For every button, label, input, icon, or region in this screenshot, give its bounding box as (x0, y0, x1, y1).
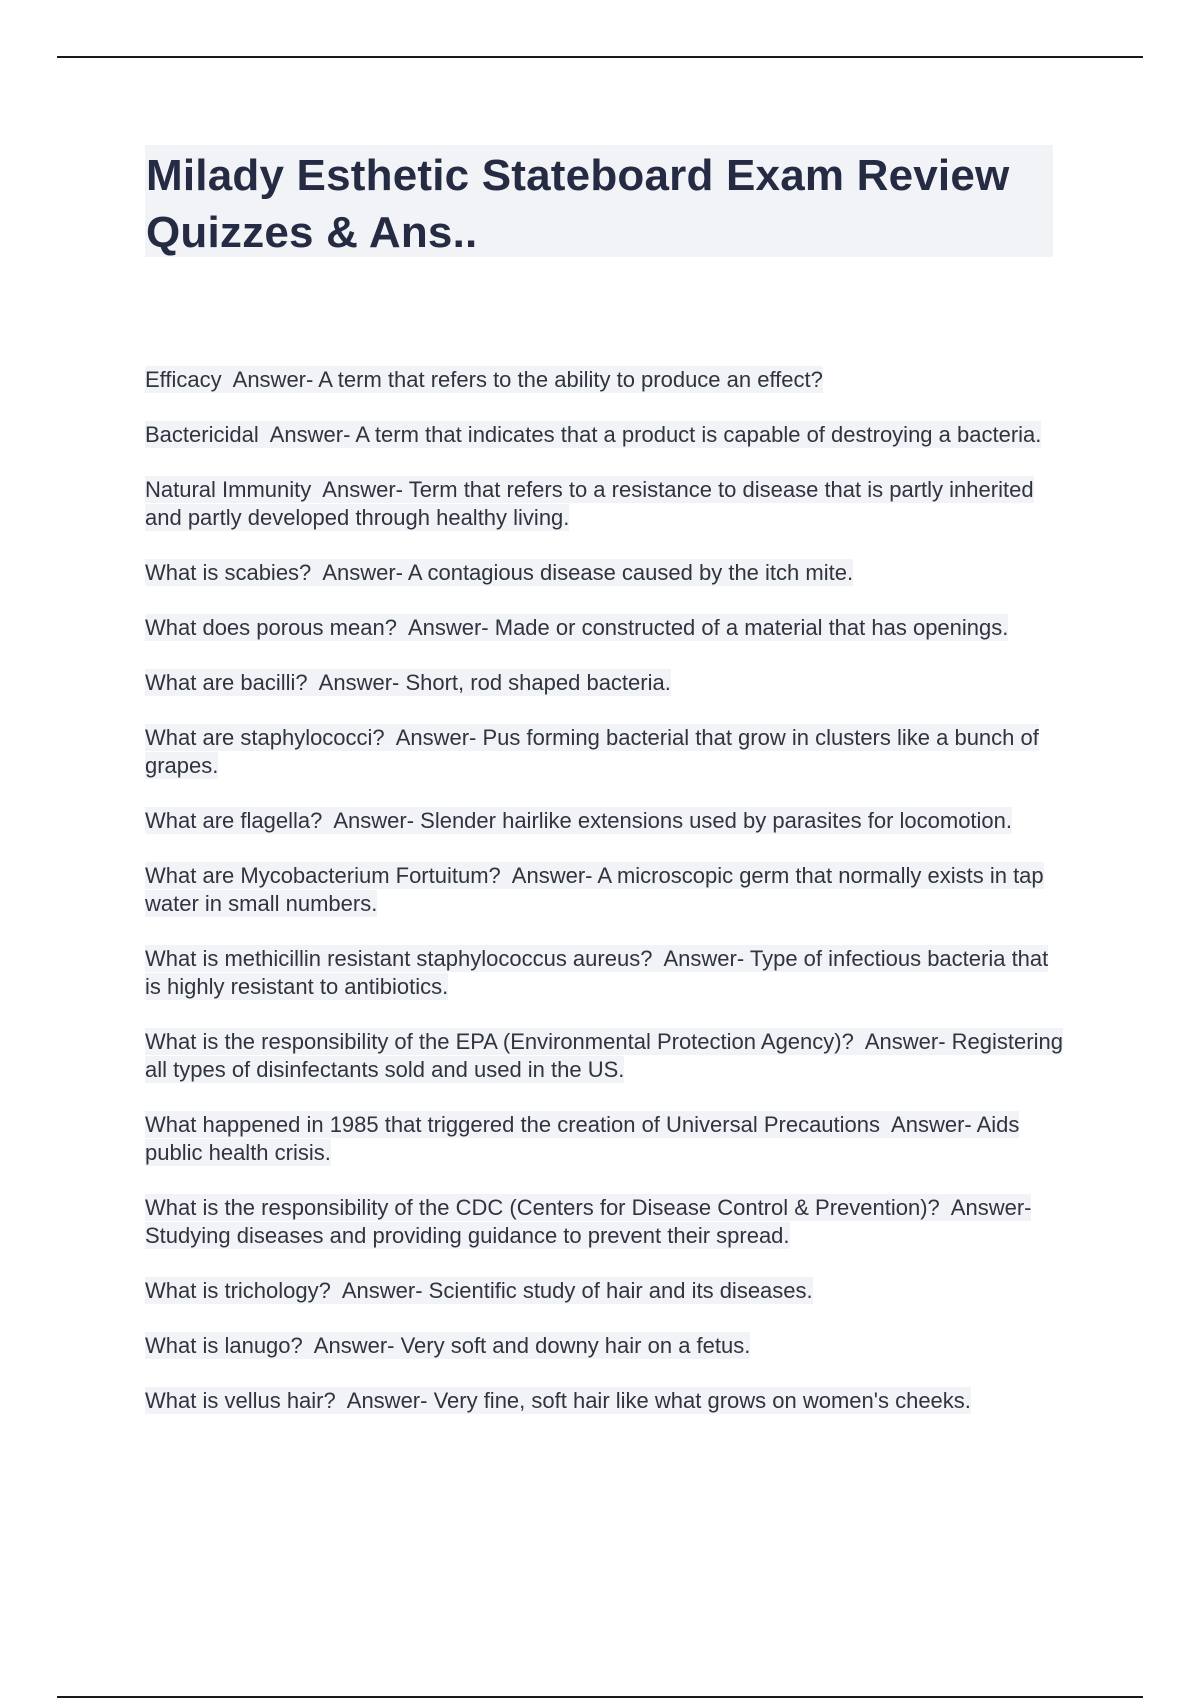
question-text: What is the responsibility of the EPA (Environmental Protection Agency)? (145, 1029, 854, 1054)
answer-text: Answer- A contagious disease caused by the itch mite. (322, 560, 854, 585)
answer-text: Answer- Slender hairlike extensions used by parasites for locomotion. (333, 808, 1013, 833)
qa-item (145, 1194, 1065, 1250)
answer-text: Answer- Term that refers to a resistance to disease that is partly inherited and partly developed through healthy living. (145, 477, 1034, 530)
answer-text: Answer- Registering all types of disinfectants sold and used in the US. (145, 1029, 1063, 1082)
qa-list (145, 366, 1065, 1442)
answer-text: Answer- Type of infectious bacteria that is highly resistant to antibiotics. (145, 946, 1049, 999)
question-text: What happened in 1985 that triggered the creation of Universal Precautions (145, 1112, 881, 1137)
answer-text: Answer- A term that refers to the ability to produce an effect? (232, 367, 823, 392)
answer-text: Answer- Aids public health crisis. (145, 1112, 1020, 1165)
qa-item (145, 476, 1065, 532)
qa-item (145, 559, 1065, 587)
answer-text: Answer- Very soft and downy hair on a fetus. (313, 1333, 751, 1358)
answer-text: Answer- Very fine, soft hair like what grows on women's cheeks. (346, 1388, 971, 1413)
question-text: What is trichology? (145, 1278, 331, 1303)
document-title: Milady Esthetic Stateboard Exam Review Quizzes & Ans.. (146, 151, 1010, 257)
answer-text: Answer- A term that indicates that a product is capable of destroying a bacteria. (269, 422, 1042, 447)
question-text: What is methicillin resistant staphylococcus aureus? (145, 946, 653, 971)
question-text: Bactericidal (145, 422, 259, 447)
question-text: What is lanugo? (145, 1333, 303, 1358)
question-text: What does porous mean? (145, 615, 397, 640)
footer-rule (57, 1696, 1143, 1698)
qa-item (145, 614, 1065, 642)
qa-item (145, 1111, 1065, 1167)
question-text: What are staphylococci? (145, 725, 385, 750)
question-text: What is the responsibility of the CDC (Centers for Disease Control & Prevention)? (145, 1195, 940, 1220)
question-text: What are bacilli? (145, 670, 308, 695)
qa-item (145, 1332, 1065, 1360)
qa-item (145, 862, 1065, 918)
question-text: What is vellus hair? (145, 1388, 336, 1413)
answer-text: Answer- Pus forming bacterial that grow in clusters like a bunch of grapes. (145, 725, 1039, 778)
qa-item (145, 669, 1065, 697)
qa-item (145, 1028, 1065, 1084)
answer-text: Answer- Made or constructed of a material that has openings. (407, 615, 1009, 640)
qa-item (145, 421, 1065, 449)
qa-item (145, 1387, 1065, 1415)
qa-item (145, 366, 1065, 394)
question-text: Natural Immunity (145, 477, 312, 502)
answer-text: Answer- A microscopic germ that normally exists in tap water in small numbers. (145, 863, 1044, 916)
header-rule (57, 56, 1143, 58)
question-text: Efficacy (145, 367, 222, 392)
qa-item (145, 1277, 1065, 1305)
qa-item (145, 945, 1065, 1001)
question-text: What is scabies? (145, 560, 312, 585)
answer-text: Answer- Studying diseases and providing guidance to prevent their spread. (145, 1195, 1032, 1248)
qa-item (145, 724, 1065, 780)
answer-text: Answer- Scientific study of hair and its diseases. (341, 1278, 813, 1303)
question-text: What are Mycobacterium Fortuitum? (145, 863, 501, 888)
question-text: What are flagella? (145, 808, 323, 833)
qa-item (145, 807, 1065, 835)
answer-text: Answer- Short, rod shaped bacteria. (318, 670, 671, 695)
